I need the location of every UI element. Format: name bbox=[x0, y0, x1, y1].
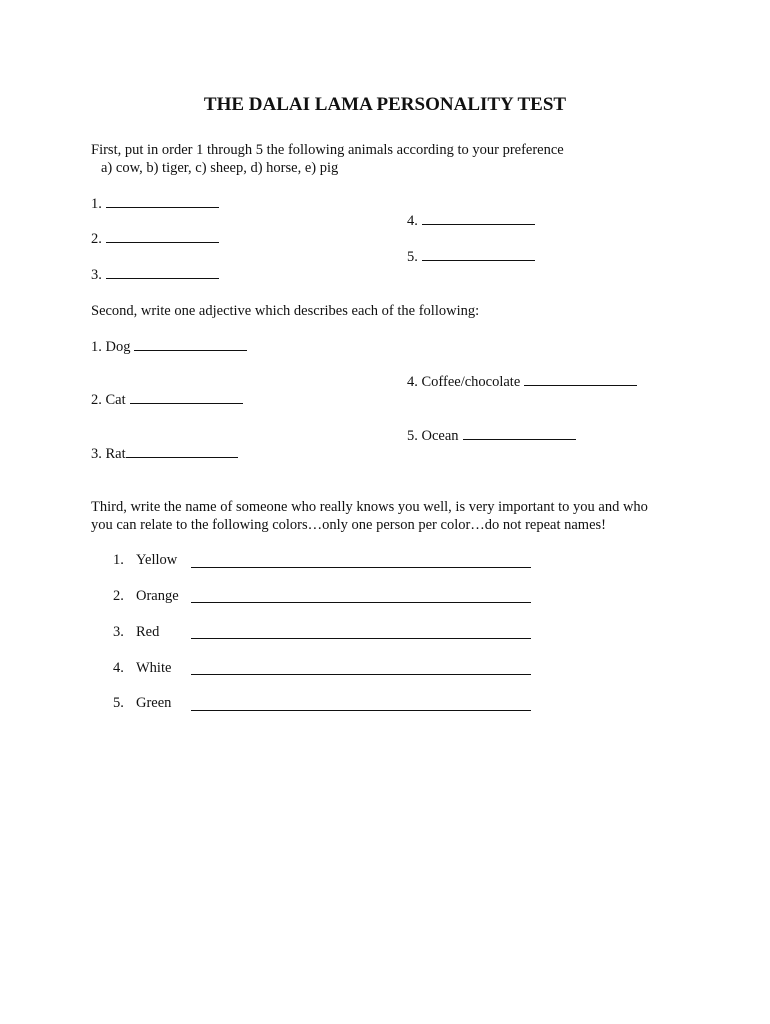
color-name-green: Green bbox=[136, 695, 172, 711]
page-title: THE DALAI LAMA PERSONALITY TEST bbox=[203, 94, 567, 115]
color-blank-yellow[interactable] bbox=[191, 567, 531, 568]
rank-label-3: 3. bbox=[91, 267, 102, 283]
color-name-red: Red bbox=[136, 624, 160, 640]
color-num-3: 3. bbox=[113, 624, 124, 640]
color-blank-white[interactable] bbox=[191, 674, 531, 675]
adjective-blank-rat[interactable] bbox=[126, 457, 238, 458]
color-num-2: 2. bbox=[113, 588, 124, 604]
adjective-label-cat: 2. Cat bbox=[91, 392, 126, 408]
color-num-1: 1. bbox=[113, 552, 124, 568]
adjective-item-dog bbox=[91, 339, 247, 356]
section1-instruction: First, put in order 1 through 5 the following animals according to your preference bbox=[91, 142, 564, 158]
adjective-blank-coffee[interactable] bbox=[524, 385, 637, 386]
rank-slot-2 bbox=[91, 231, 219, 248]
adjective-item-rat bbox=[91, 446, 238, 463]
adjective-label-dog: 1. Dog bbox=[91, 339, 131, 355]
color-num-4: 4. bbox=[113, 660, 124, 676]
rank-slot-1 bbox=[91, 196, 219, 213]
rank-label-4: 4. bbox=[407, 213, 418, 229]
adjective-blank-ocean[interactable] bbox=[463, 439, 576, 440]
color-name-yellow: Yellow bbox=[136, 552, 178, 568]
color-name-orange: Orange bbox=[136, 588, 179, 604]
rank-blank-1[interactable] bbox=[106, 207, 219, 208]
adjective-item-cat bbox=[91, 392, 243, 409]
adjective-item-ocean bbox=[407, 428, 576, 445]
color-name-white: White bbox=[136, 660, 172, 676]
adjective-label-rat: 3. Rat bbox=[91, 446, 126, 462]
rank-label-2: 2. bbox=[91, 231, 102, 247]
rank-label-1: 1. bbox=[91, 196, 102, 212]
section1-animals: a) cow, b) tiger, c) sheep, d) horse, e) pig bbox=[101, 160, 339, 176]
color-blank-green[interactable] bbox=[191, 710, 531, 711]
color-num-5: 5. bbox=[113, 695, 124, 711]
adjective-blank-dog[interactable] bbox=[134, 350, 247, 351]
rank-slot-4 bbox=[407, 213, 535, 230]
color-blank-red[interactable] bbox=[191, 638, 531, 639]
adjective-label-ocean: 5. Ocean bbox=[407, 428, 459, 444]
section2-instruction: Second, write one adjective which describes each of the following: bbox=[91, 303, 480, 319]
rank-slot-3 bbox=[91, 267, 219, 284]
rank-slot-5 bbox=[407, 249, 535, 266]
section3-instruction-line1: Third, write the name of someone who really knows you well, is very important to you and who bbox=[91, 499, 648, 515]
section3-instruction-line2: you can relate to the following colors…only one person per color…do not repeat names! bbox=[91, 517, 606, 533]
adjective-blank-cat[interactable] bbox=[130, 403, 243, 404]
rank-blank-3[interactable] bbox=[106, 278, 219, 279]
rank-blank-5[interactable] bbox=[422, 260, 535, 261]
rank-blank-2[interactable] bbox=[106, 242, 219, 243]
color-blank-orange[interactable] bbox=[191, 602, 531, 603]
rank-blank-4[interactable] bbox=[422, 224, 535, 225]
adjective-label-coffee: 4. Coffee/chocolate bbox=[407, 374, 521, 390]
rank-label-5: 5. bbox=[407, 249, 418, 265]
adjective-item-coffee bbox=[407, 374, 637, 391]
